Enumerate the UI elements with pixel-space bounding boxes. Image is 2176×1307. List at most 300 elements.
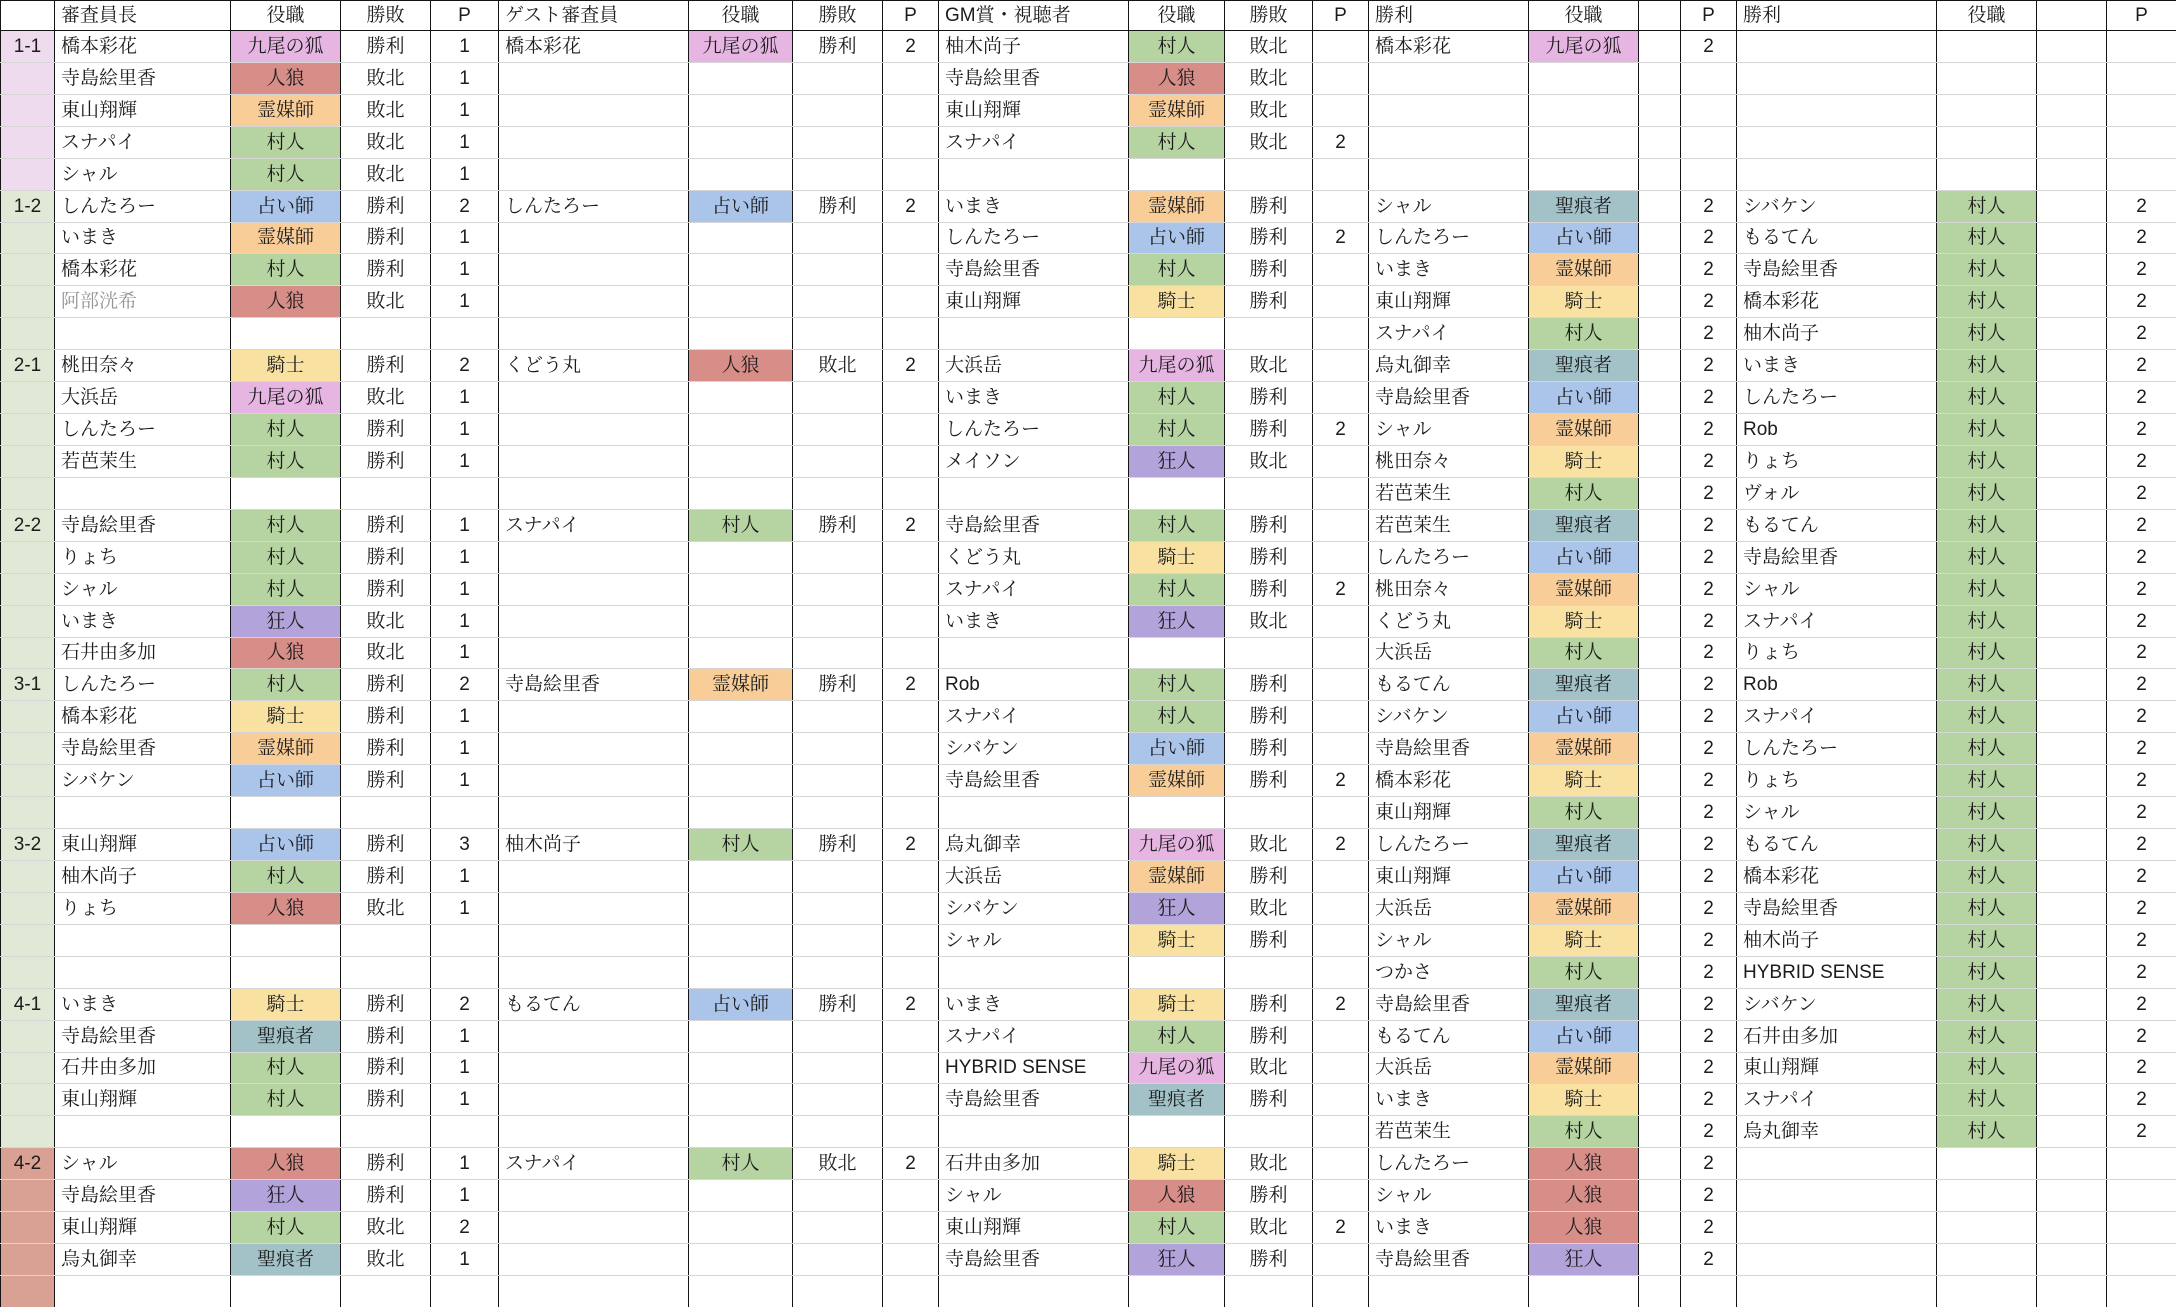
row-label-cell[interactable] xyxy=(1,286,55,318)
cell-role[interactable]: 占い師 xyxy=(1529,222,1639,254)
cell-wl[interactable] xyxy=(1225,637,1313,669)
column-header-wl-7[interactable]: 勝敗 xyxy=(793,1,883,31)
cell-wl[interactable] xyxy=(1225,1275,1313,1307)
cell-name[interactable]: しんたろー xyxy=(55,190,231,222)
cell-role[interactable]: 九尾の狐 xyxy=(231,31,341,63)
cell-name[interactable] xyxy=(55,318,231,350)
cell-p[interactable]: 2 xyxy=(1681,892,1737,924)
cell-p[interactable]: 2 xyxy=(1681,509,1737,541)
cell-name[interactable]: 大浜岳 xyxy=(939,350,1129,382)
cell-blank[interactable] xyxy=(2037,892,2107,924)
row-label-cell[interactable] xyxy=(1,797,55,829)
cell-p[interactable]: 2 xyxy=(1681,1020,1737,1052)
cell-name[interactable] xyxy=(1737,1212,1937,1244)
cell-role[interactable]: 騎士 xyxy=(1529,765,1639,797)
cell-role[interactable]: 占い師 xyxy=(1529,1020,1639,1052)
cell-name[interactable] xyxy=(499,126,689,158)
cell-wl[interactable]: 敗北 xyxy=(1225,126,1313,158)
cell-role[interactable] xyxy=(689,477,793,509)
cell-name[interactable]: 東山翔輝 xyxy=(55,1084,231,1116)
cell-name[interactable]: 寺島絵里香 xyxy=(55,509,231,541)
cell-p[interactable]: 1 xyxy=(431,254,499,286)
row-label-cell[interactable]: 1-1 xyxy=(1,31,55,63)
cell-role[interactable] xyxy=(1529,94,1639,126)
cell-role[interactable]: 村人 xyxy=(1937,1052,2037,1084)
cell-p[interactable]: 1 xyxy=(431,1084,499,1116)
cell-role[interactable] xyxy=(689,158,793,190)
row-label-cell[interactable]: 4-2 xyxy=(1,1148,55,1180)
cell-name[interactable]: 大浜岳 xyxy=(1369,892,1529,924)
cell-name[interactable] xyxy=(1737,62,1937,94)
cell-p[interactable]: 1 xyxy=(431,701,499,733)
cell-name[interactable]: しんたろー xyxy=(1369,1148,1529,1180)
cell-name[interactable] xyxy=(1737,158,1937,190)
cell-p[interactable]: 1 xyxy=(431,573,499,605)
column-header-blank-15[interactable] xyxy=(1639,1,1681,31)
cell-role[interactable]: 村人 xyxy=(231,541,341,573)
cell-role[interactable]: 聖痕者 xyxy=(231,1244,341,1276)
row-label-cell[interactable] xyxy=(1,126,55,158)
cell-blank[interactable] xyxy=(2037,541,2107,573)
cell-wl[interactable]: 敗北 xyxy=(1225,1148,1313,1180)
cell-wl[interactable]: 敗北 xyxy=(341,286,431,318)
cell-role[interactable] xyxy=(689,605,793,637)
cell-p[interactable] xyxy=(1313,1052,1369,1084)
cell-role[interactable] xyxy=(689,94,793,126)
cell-role[interactable]: 狂人 xyxy=(231,1180,341,1212)
cell-name[interactable]: りょち xyxy=(1737,765,1937,797)
cell-wl[interactable] xyxy=(793,765,883,797)
cell-name[interactable]: シャル xyxy=(1369,924,1529,956)
cell-name[interactable]: 烏丸御幸 xyxy=(55,1244,231,1276)
cell-name[interactable]: スナパイ xyxy=(939,1020,1129,1052)
cell-role[interactable]: 占い師 xyxy=(1529,382,1639,414)
cell-p[interactable] xyxy=(1313,541,1369,573)
cell-p[interactable] xyxy=(1313,286,1369,318)
cell-blank[interactable] xyxy=(1639,1148,1681,1180)
cell-role[interactable] xyxy=(1937,31,2037,63)
cell-p[interactable]: 2 xyxy=(883,988,939,1020)
cell-blank[interactable] xyxy=(2037,62,2107,94)
cell-role[interactable]: 村人 xyxy=(1937,222,2037,254)
cell-p[interactable] xyxy=(883,222,939,254)
cell-role[interactable]: 人狼 xyxy=(231,892,341,924)
cell-role[interactable]: 人狼 xyxy=(1529,1148,1639,1180)
cell-p[interactable]: 2 xyxy=(883,1148,939,1180)
cell-name[interactable] xyxy=(499,797,689,829)
cell-role[interactable]: 霊媒師 xyxy=(1529,1052,1639,1084)
cell-p[interactable] xyxy=(883,573,939,605)
cell-p[interactable]: 2 xyxy=(2107,956,2176,988)
cell-p[interactable]: 2 xyxy=(1681,1052,1737,1084)
cell-p[interactable]: 2 xyxy=(2107,701,2176,733)
cell-wl[interactable] xyxy=(793,1116,883,1148)
cell-role[interactable]: 霊媒師 xyxy=(231,94,341,126)
cell-p[interactable]: 2 xyxy=(1681,31,1737,63)
cell-p[interactable]: 1 xyxy=(431,637,499,669)
cell-p[interactable] xyxy=(431,924,499,956)
cell-role[interactable]: 占い師 xyxy=(231,765,341,797)
cell-name[interactable]: 石井由多加 xyxy=(55,637,231,669)
cell-name[interactable] xyxy=(55,956,231,988)
cell-role[interactable]: 聖痕者 xyxy=(1529,829,1639,861)
cell-wl[interactable] xyxy=(793,892,883,924)
cell-role[interactable]: 霊媒師 xyxy=(231,222,341,254)
cell-name[interactable] xyxy=(1737,126,1937,158)
cell-name[interactable]: 若芭茉生 xyxy=(55,445,231,477)
cell-name[interactable]: りょち xyxy=(55,541,231,573)
cell-role[interactable]: 人狼 xyxy=(231,1148,341,1180)
cell-role[interactable]: 村人 xyxy=(1937,573,2037,605)
cell-blank[interactable] xyxy=(1639,1020,1681,1052)
cell-wl[interactable]: 勝利 xyxy=(341,1180,431,1212)
cell-blank[interactable] xyxy=(1639,924,1681,956)
cell-p[interactable]: 2 xyxy=(2107,924,2176,956)
cell-wl[interactable]: 勝利 xyxy=(1225,509,1313,541)
cell-role[interactable]: 占い師 xyxy=(1529,701,1639,733)
cell-name[interactable] xyxy=(55,797,231,829)
cell-p[interactable]: 2 xyxy=(2107,382,2176,414)
cell-role[interactable]: 騎士 xyxy=(1529,286,1639,318)
cell-wl[interactable] xyxy=(793,924,883,956)
cell-role[interactable] xyxy=(689,797,793,829)
cell-name[interactable]: 東山翔輝 xyxy=(939,1212,1129,1244)
cell-role[interactable]: 騎士 xyxy=(231,988,341,1020)
cell-p[interactable]: 2 xyxy=(883,31,939,63)
cell-p[interactable] xyxy=(1313,701,1369,733)
cell-name[interactable]: シャル xyxy=(55,1148,231,1180)
cell-wl[interactable]: 勝利 xyxy=(341,414,431,446)
cell-role[interactable] xyxy=(689,318,793,350)
cell-blank[interactable] xyxy=(2037,94,2107,126)
row-label-cell[interactable] xyxy=(1,573,55,605)
cell-p[interactable]: 1 xyxy=(431,765,499,797)
cell-name[interactable]: ヴォル xyxy=(1737,477,1937,509)
cell-role[interactable]: 村人 xyxy=(231,509,341,541)
cell-p[interactable]: 2 xyxy=(2107,605,2176,637)
cell-blank[interactable] xyxy=(2037,31,2107,63)
cell-name[interactable] xyxy=(939,637,1129,669)
cell-p[interactable]: 2 xyxy=(883,350,939,382)
cell-wl[interactable]: 勝利 xyxy=(1225,765,1313,797)
cell-p[interactable]: 2 xyxy=(1681,924,1737,956)
cell-p[interactable] xyxy=(2107,158,2176,190)
row-label-cell[interactable] xyxy=(1,62,55,94)
cell-role[interactable]: 村人 xyxy=(1937,1020,2037,1052)
cell-name[interactable]: 東山翔輝 xyxy=(1369,797,1529,829)
cell-blank[interactable] xyxy=(2037,1116,2107,1148)
cell-name[interactable]: 東山翔輝 xyxy=(939,286,1129,318)
cell-p[interactable]: 1 xyxy=(431,414,499,446)
row-label-cell[interactable]: 4-1 xyxy=(1,988,55,1020)
row-label-cell[interactable] xyxy=(1,860,55,892)
cell-role[interactable] xyxy=(689,1052,793,1084)
cell-role[interactable]: 村人 xyxy=(1937,860,2037,892)
cell-p[interactable]: 2 xyxy=(1681,318,1737,350)
cell-role[interactable] xyxy=(1937,126,2037,158)
cell-p[interactable]: 1 xyxy=(431,445,499,477)
cell-role[interactable]: 村人 xyxy=(1529,797,1639,829)
cell-role[interactable]: 村人 xyxy=(231,1212,341,1244)
cell-role[interactable]: 村人 xyxy=(1937,797,2037,829)
row-label-cell[interactable] xyxy=(1,1180,55,1212)
cell-role[interactable]: 村人 xyxy=(1937,733,2037,765)
row-label-cell[interactable] xyxy=(1,605,55,637)
cell-p[interactable] xyxy=(1313,1084,1369,1116)
cell-role[interactable] xyxy=(231,797,341,829)
cell-p[interactable] xyxy=(1313,1180,1369,1212)
cell-role[interactable]: 村人 xyxy=(231,126,341,158)
cell-role[interactable] xyxy=(1937,62,2037,94)
cell-role[interactable] xyxy=(689,222,793,254)
cell-wl[interactable]: 敗北 xyxy=(1225,605,1313,637)
cell-p[interactable]: 1 xyxy=(431,733,499,765)
cell-name[interactable]: 柚木尚子 xyxy=(1737,318,1937,350)
cell-role[interactable]: 騎士 xyxy=(1529,1084,1639,1116)
cell-name[interactable]: Rob xyxy=(1737,414,1937,446)
cell-p[interactable]: 2 xyxy=(2107,1084,2176,1116)
column-header-role-2[interactable]: 役職 xyxy=(231,1,341,31)
row-label-cell[interactable] xyxy=(1,1084,55,1116)
cell-role[interactable]: 村人 xyxy=(231,158,341,190)
cell-p[interactable] xyxy=(883,414,939,446)
cell-name[interactable] xyxy=(499,573,689,605)
cell-p[interactable]: 2 xyxy=(1681,222,1737,254)
cell-role[interactable]: 騎士 xyxy=(1129,988,1225,1020)
cell-name[interactable] xyxy=(1737,1148,1937,1180)
cell-p[interactable] xyxy=(883,1084,939,1116)
cell-p[interactable] xyxy=(1313,190,1369,222)
cell-blank[interactable] xyxy=(2037,1212,2107,1244)
cell-p[interactable]: 2 xyxy=(1681,350,1737,382)
cell-p[interactable]: 2 xyxy=(2107,254,2176,286)
cell-wl[interactable]: 勝利 xyxy=(1225,988,1313,1020)
cell-name[interactable]: 大浜岳 xyxy=(1369,637,1529,669)
cell-name[interactable]: りょち xyxy=(1737,445,1937,477)
cell-role[interactable]: 騎士 xyxy=(1129,286,1225,318)
cell-wl[interactable] xyxy=(1225,797,1313,829)
cell-wl[interactable]: 勝利 xyxy=(341,860,431,892)
cell-role[interactable] xyxy=(1937,1180,2037,1212)
column-header-p-4[interactable]: P xyxy=(431,1,499,31)
cell-role[interactable]: 村人 xyxy=(1937,669,2037,701)
cell-role[interactable]: 九尾の狐 xyxy=(1129,1052,1225,1084)
cell-role[interactable] xyxy=(689,382,793,414)
row-label-cell[interactable]: 1-2 xyxy=(1,190,55,222)
cell-p[interactable] xyxy=(1681,126,1737,158)
cell-wl[interactable]: 勝利 xyxy=(793,31,883,63)
cell-role[interactable]: 騎士 xyxy=(1529,605,1639,637)
row-label-cell[interactable] xyxy=(1,892,55,924)
row-label-cell[interactable] xyxy=(1,541,55,573)
cell-p[interactable]: 2 xyxy=(883,509,939,541)
cell-role[interactable] xyxy=(231,1116,341,1148)
cell-blank[interactable] xyxy=(1639,956,1681,988)
cell-role[interactable] xyxy=(1129,477,1225,509)
cell-p[interactable]: 2 xyxy=(1681,1180,1737,1212)
cell-role[interactable] xyxy=(231,477,341,509)
cell-p[interactable]: 2 xyxy=(1681,382,1737,414)
cell-blank[interactable] xyxy=(1639,1052,1681,1084)
cell-wl[interactable]: 勝利 xyxy=(1225,1084,1313,1116)
cell-blank[interactable] xyxy=(1639,509,1681,541)
cell-wl[interactable] xyxy=(1225,956,1313,988)
cell-name[interactable]: 寺島絵里香 xyxy=(1369,988,1529,1020)
cell-role[interactable] xyxy=(1529,126,1639,158)
cell-p[interactable] xyxy=(883,1116,939,1148)
cell-name[interactable]: 東山翔輝 xyxy=(1369,286,1529,318)
cell-p[interactable] xyxy=(883,254,939,286)
cell-role[interactable]: 村人 xyxy=(1937,924,2037,956)
row-label-cell[interactable] xyxy=(1,318,55,350)
cell-role[interactable]: 村人 xyxy=(1937,956,2037,988)
cell-role[interactable]: 村人 xyxy=(1937,445,2037,477)
cell-blank[interactable] xyxy=(2037,1148,2107,1180)
cell-name[interactable]: 大浜岳 xyxy=(1369,1052,1529,1084)
cell-wl[interactable]: 敗北 xyxy=(1225,350,1313,382)
cell-name[interactable]: 寺島絵里香 xyxy=(499,669,689,701)
column-header-name-13[interactable]: 勝利 xyxy=(1369,1,1529,31)
cell-wl[interactable] xyxy=(341,1275,431,1307)
cell-role[interactable] xyxy=(689,126,793,158)
cell-role[interactable]: 村人 xyxy=(1129,701,1225,733)
cell-role[interactable]: 狂人 xyxy=(1129,605,1225,637)
cell-name[interactable]: 橋本彩花 xyxy=(1369,765,1529,797)
cell-blank[interactable] xyxy=(1639,62,1681,94)
cell-wl[interactable] xyxy=(793,733,883,765)
cell-name[interactable]: 東山翔輝 xyxy=(939,94,1129,126)
cell-role[interactable]: 村人 xyxy=(1937,829,2037,861)
cell-p[interactable]: 2 xyxy=(1313,765,1369,797)
cell-role[interactable]: 村人 xyxy=(1937,382,2037,414)
cell-p[interactable] xyxy=(1313,1244,1369,1276)
cell-wl[interactable] xyxy=(793,701,883,733)
cell-wl[interactable]: 勝利 xyxy=(341,1084,431,1116)
cell-p[interactable]: 2 xyxy=(2107,414,2176,446)
cell-name[interactable] xyxy=(939,797,1129,829)
cell-role[interactable] xyxy=(231,318,341,350)
cell-name[interactable]: 柚木尚子 xyxy=(1737,924,1937,956)
cell-name[interactable] xyxy=(499,94,689,126)
cell-name[interactable] xyxy=(939,477,1129,509)
cell-p[interactable] xyxy=(1313,733,1369,765)
cell-p[interactable]: 2 xyxy=(2107,477,2176,509)
cell-p[interactable] xyxy=(1313,158,1369,190)
cell-blank[interactable] xyxy=(1639,477,1681,509)
cell-name[interactable] xyxy=(499,956,689,988)
cell-wl[interactable] xyxy=(793,254,883,286)
cell-name[interactable]: Rob xyxy=(939,669,1129,701)
cell-name[interactable] xyxy=(1369,158,1529,190)
cell-wl[interactable] xyxy=(793,286,883,318)
cell-blank[interactable] xyxy=(1639,605,1681,637)
column-header-role-6[interactable]: 役職 xyxy=(689,1,793,31)
cell-name[interactable] xyxy=(1737,1244,1937,1276)
cell-wl[interactable]: 勝利 xyxy=(793,190,883,222)
cell-blank[interactable] xyxy=(1639,414,1681,446)
cell-blank[interactable] xyxy=(2037,924,2107,956)
cell-wl[interactable] xyxy=(793,158,883,190)
cell-wl[interactable]: 勝利 xyxy=(1225,541,1313,573)
cell-name[interactable]: 東山翔輝 xyxy=(55,94,231,126)
cell-name[interactable]: 東山翔輝 xyxy=(1369,860,1529,892)
cell-blank[interactable] xyxy=(2037,1020,2107,1052)
cell-name[interactable]: いまき xyxy=(939,605,1129,637)
cell-name[interactable]: シバケン xyxy=(1737,190,1937,222)
cell-blank[interactable] xyxy=(2037,509,2107,541)
cell-role[interactable] xyxy=(689,573,793,605)
cell-blank[interactable] xyxy=(2037,956,2107,988)
cell-blank[interactable] xyxy=(1639,733,1681,765)
cell-name[interactable] xyxy=(939,1275,1129,1307)
column-header-name-17[interactable]: 勝利 xyxy=(1737,1,1937,31)
row-label-cell[interactable] xyxy=(1,1244,55,1276)
row-label-cell[interactable] xyxy=(1,254,55,286)
column-header-name-5[interactable]: ゲスト審査員 xyxy=(499,1,689,31)
cell-wl[interactable]: 敗北 xyxy=(341,126,431,158)
cell-p[interactable]: 2 xyxy=(431,190,499,222)
cell-wl[interactable] xyxy=(793,541,883,573)
cell-p[interactable]: 2 xyxy=(2107,988,2176,1020)
cell-name[interactable]: シャル xyxy=(1737,797,1937,829)
cell-role[interactable]: 霊媒師 xyxy=(689,669,793,701)
cell-role[interactable]: 村人 xyxy=(231,573,341,605)
cell-p[interactable]: 2 xyxy=(1681,254,1737,286)
cell-wl[interactable]: 勝利 xyxy=(341,31,431,63)
cell-name[interactable]: いまき xyxy=(1737,350,1937,382)
cell-role[interactable]: 占い師 xyxy=(689,988,793,1020)
cell-role[interactable]: 人狼 xyxy=(1129,1180,1225,1212)
cell-wl[interactable]: 勝利 xyxy=(793,509,883,541)
cell-blank[interactable] xyxy=(1639,286,1681,318)
cell-blank[interactable] xyxy=(1639,158,1681,190)
cell-wl[interactable]: 勝利 xyxy=(793,829,883,861)
cell-wl[interactable]: 勝利 xyxy=(1225,222,1313,254)
cell-wl[interactable]: 勝利 xyxy=(1225,382,1313,414)
cell-name[interactable]: スナパイ xyxy=(1737,1084,1937,1116)
cell-role[interactable]: 村人 xyxy=(1937,509,2037,541)
cell-role[interactable]: 村人 xyxy=(1937,477,2037,509)
cell-blank[interactable] xyxy=(1639,1212,1681,1244)
cell-blank[interactable] xyxy=(2037,477,2107,509)
cell-role[interactable]: 霊媒師 xyxy=(231,733,341,765)
cell-blank[interactable] xyxy=(2037,637,2107,669)
cell-role[interactable] xyxy=(689,286,793,318)
cell-name[interactable]: 柚木尚子 xyxy=(499,829,689,861)
cell-p[interactable] xyxy=(1313,637,1369,669)
cell-role[interactable]: 人狼 xyxy=(1129,62,1225,94)
cell-p[interactable]: 2 xyxy=(1681,701,1737,733)
cell-p[interactable]: 2 xyxy=(1681,669,1737,701)
cell-name[interactable] xyxy=(939,158,1129,190)
cell-role[interactable] xyxy=(689,1212,793,1244)
cell-name[interactable] xyxy=(499,477,689,509)
cell-p[interactable] xyxy=(1313,669,1369,701)
cell-p[interactable] xyxy=(2107,1148,2176,1180)
cell-name[interactable] xyxy=(499,1180,689,1212)
cell-wl[interactable]: 敗北 xyxy=(341,382,431,414)
cell-name[interactable] xyxy=(499,254,689,286)
cell-p[interactable]: 2 xyxy=(2107,797,2176,829)
cell-name[interactable]: 寺島絵里香 xyxy=(939,1244,1129,1276)
cell-p[interactable]: 2 xyxy=(1681,286,1737,318)
cell-name[interactable]: くどう丸 xyxy=(1369,605,1529,637)
cell-role[interactable]: 村人 xyxy=(231,414,341,446)
cell-p[interactable]: 2 xyxy=(1313,414,1369,446)
cell-role[interactable]: 騎士 xyxy=(231,701,341,733)
cell-wl[interactable]: 敗北 xyxy=(1225,829,1313,861)
cell-role[interactable] xyxy=(1937,1148,2037,1180)
